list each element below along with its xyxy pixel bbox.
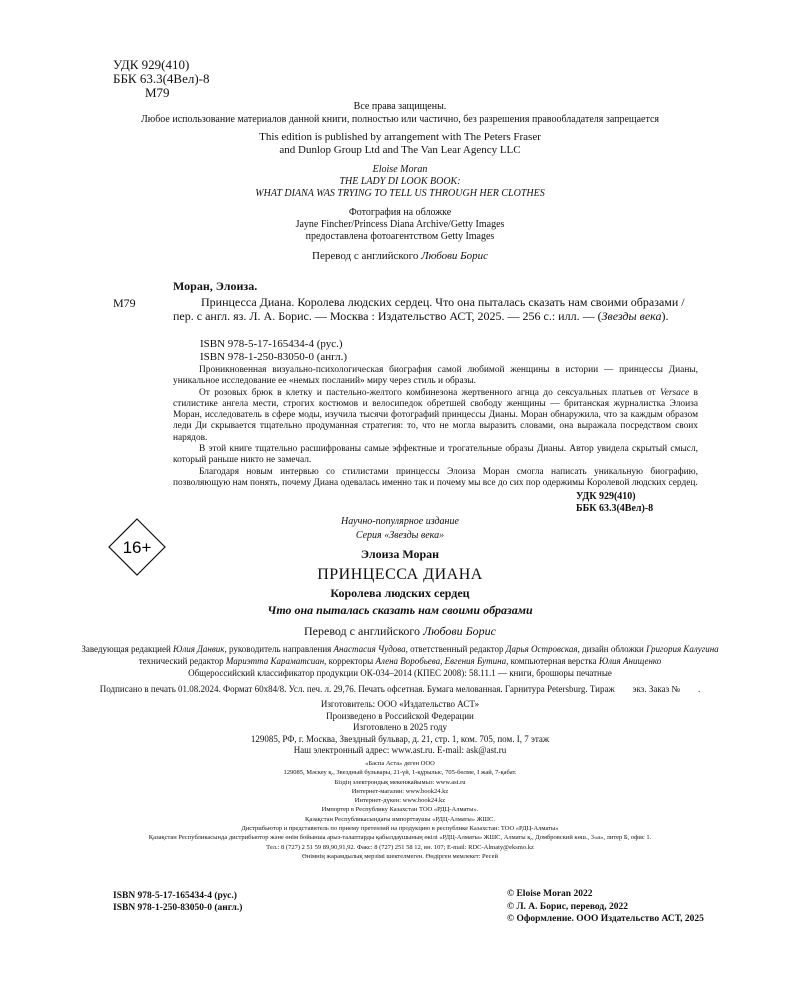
kz-line: «Баспа Аста» деген ООО <box>365 760 435 767</box>
copyright-line: © Л. А. Борис, перевод, 2022 <box>507 901 628 912</box>
staff-role: , ответственный редактор <box>405 644 506 654</box>
staff-role: , руководитель направления <box>224 644 334 654</box>
manufacturer-line: Произведено в Российской Федерации <box>326 710 474 721</box>
classification-right <box>576 491 653 515</box>
staff-role: Заведующая редакцией <box>81 644 174 654</box>
annotation-p4: Благодаря новым интервью со стилистами принцессы Элоиза Моран смогла написать уникальную биографию, позволяющую нам понять, почему Диана одевалась именно так и почему мы все до сих пор одержимы Королевой людских сердец. <box>173 466 698 488</box>
staff-name: Дарья Островская <box>505 644 578 654</box>
staff-role: технический редактор <box>138 656 226 666</box>
kz-line: Қазақстан Республикасындағы импорттаушы «РДЦ-Алматы» ЖШС. <box>305 815 495 823</box>
staff-name: Юлия Анищенко <box>598 656 662 666</box>
kz-line: Біздің электрондық мекенжайымыз: www.ast.ru <box>334 778 466 786</box>
kz-line: Интернет-дүкен: www.book24.kz <box>354 797 446 805</box>
staff-role: , корректоры <box>324 656 376 666</box>
card-code: М79 <box>113 296 136 310</box>
translation-credit-mid <box>200 624 600 639</box>
staff-line-1 <box>40 643 760 655</box>
staff-role: , компьютерная верстка <box>506 656 599 666</box>
card-isbn-en: ISBN 978-1-250-83050-0 (англ.) <box>200 351 348 363</box>
kz-line: Қазақстан Республикасында дистрибьютор және өнім бойынша арыз-талаптарды қабылдаушының өкілі «РДЦ-Алматы» ЖШС, Алматы қ., Домбровский көш., 3«а», литер Б, офис 1. <box>148 834 652 842</box>
card-series: Звезды века <box>601 309 662 323</box>
main-title: ПРИНЦЕССА ДИАНА <box>317 566 483 583</box>
kz-line: Дистрибьютор и представитель по приему претензий на продукцию в республике Казахстан: ТОО «РДЦ-Алматы» <box>241 825 559 833</box>
isbn-bottom-ru: ISBN 978-5-17-165434-4 (рус.) <box>113 891 237 901</box>
translation-prefix: Перевод с английского <box>312 250 422 262</box>
rights-notice <box>60 101 740 126</box>
staff-role: , дизайн обложки <box>577 644 647 654</box>
translation-mid-prefix: Перевод с английского <box>304 624 424 638</box>
staff-name: Мариэтта Караматсиан <box>225 656 325 666</box>
kz-line: Интернет-магазин: www.book24.kz <box>351 787 449 795</box>
staff-name: Григория Калугина <box>646 644 719 654</box>
photo-credit <box>200 207 600 243</box>
rights-line-1: Все права защищены. <box>353 101 447 112</box>
staff-name: Евгения Бутина <box>444 656 507 666</box>
classification-block <box>113 58 210 100</box>
kazakhstan-block <box>100 759 700 861</box>
copyright-line: © Оформление. ООО Издательство АСТ, 2025 <box>507 914 704 924</box>
photo-credit-line-2: Jayne Fincher/Princess Diana Archive/Getty Images <box>295 219 505 230</box>
annotation-p2 <box>173 388 698 444</box>
isbn-bottom <box>113 890 242 914</box>
manufacturer-line: Изготовитель: ООО «Издательство АСТ» <box>320 699 480 709</box>
subtitle-2: Что она пыталась сказать нам своими образами <box>267 603 533 617</box>
original-title-block <box>200 164 600 200</box>
manufacturer-line: Изготовлено в 2025 году <box>353 722 447 732</box>
staff-line-2 <box>40 655 760 667</box>
kz-line: Тел.: 8 (727) 2 51 59 89,90,91,92. Факс: 8 (727) 251 58 12, вн. 107; E-mail: RDC-Almaty@eksmo.kz <box>266 843 534 851</box>
staff-name: Анастасия Чудова <box>333 644 406 654</box>
annotation-p1: Проникновенная визуально-психологическая биография самой любимой женщины в истории — принцессы Дианы, уникальное исследование ее «немых посланий» миру через стиль и образы. <box>173 365 698 387</box>
card-desc-main: Принцесса Диана. Королева людских сердец. Что она пыталась сказать нам своими образами / пер. с англ. яз. Л. А. Борис. — Москва : Издательство АСТ, 2025. — 256 с.: илл. — ( <box>173 295 685 323</box>
kz-line: Өнімнің жарамдылық мерзімі шектелмеген. Өндірген мемлекет: Ресей <box>302 852 498 860</box>
annotation-p3: В этой книге тщательно расшифрованы самые эффектные и трогательные образы Дианы. Автор увидела скрытый смысл, который раньше никто не замечал. <box>173 444 698 466</box>
staff-role: , <box>440 656 445 666</box>
edition-line-2: and Dunlop Group Ltd and The Van Lear Agency LLC <box>279 144 521 156</box>
title-author: Элоиза Моран <box>360 547 440 561</box>
age-rating-badge <box>108 518 166 576</box>
annotation-brand: Versace <box>660 387 690 398</box>
annotation-p2-end: в стилистике ангела мести, строгих костюмов и велосипедок обретшей свободу женщины — британская журналистка Элоиза Моран, исследователь в сфере моды, изучила тысячи фотографий принцессы Дианы. Моран обнаружила, что за каждым образом леди Ди скрывается тщательно продуманная стратегия: то, что не могла выразить словами, она выражала посредством своих нарядов. <box>173 387 698 443</box>
staff-credits <box>40 643 760 667</box>
manufacturer-block <box>150 699 650 757</box>
okp-line: Общероссийский классификатор продукции ОК-034–2014 (КПЕС 2008): 58.11.1 — книги, брошюры печатные <box>188 668 612 678</box>
author-mark: М79 <box>145 85 170 100</box>
rights-line-2: Любое использование материалов данной книги, полностью или частично, без разрешения правообладателя запрещается <box>140 113 660 125</box>
translator-name: Любови Борис <box>421 250 488 262</box>
original-title-2: WHAT DIANA WAS TRYING TO TELL US THROUGH HER CLOTHES <box>255 188 545 199</box>
copyright-line: © Eloise Moran 2022 <box>507 889 593 899</box>
original-title-1: THE LADY DI LOOK BOOK: <box>339 176 461 187</box>
udk-code: УДК 929(410) <box>113 57 190 72</box>
card-description <box>173 295 698 323</box>
bbk-code: ББК 63.3(4Вел)-8 <box>113 71 210 86</box>
series-label: Серия «Звезды века» <box>355 530 445 541</box>
translation-credit-top <box>200 250 600 262</box>
photo-credit-line-3: предоставлена фотоагентством Getty Images <box>305 231 495 242</box>
bbk-right-code: ББК 63.3(4Вел)-8 <box>576 503 654 514</box>
subtitle-1: Королева людских сердец <box>330 586 470 600</box>
annotation <box>173 365 698 489</box>
udk-right-code: УДК 929(410) <box>576 491 636 502</box>
card-author: Моран, Элоиза. <box>173 279 258 293</box>
annotation-p2-start: От розовых брюк в клетку и пастельно-желтого комбинезона жертвенного агнца до сексуальных платьев от <box>199 387 661 398</box>
edition-notice <box>200 131 600 157</box>
card-desc-end: ). <box>661 309 669 323</box>
card-isbn <box>200 338 347 364</box>
copyright-block <box>507 888 704 926</box>
print-info: Подписано в печать 01.08.2024. Формат 60х84/8. Усл. печ. л. 29,76. Печать офсетная. Бумага мелованная. Гарнитура Petersburg. Тираж экз. Заказ № . <box>99 684 701 694</box>
isbn-bottom-en: ISBN 978-1-250-83050-0 (англ.) <box>113 903 243 913</box>
translation-mid-name: Любови Борис <box>423 624 496 638</box>
photo-credit-line-1: Фотография на обложке <box>348 207 452 218</box>
staff-name: Юлия Данвик <box>173 644 225 654</box>
original-author: Eloise Moran <box>372 164 428 175</box>
genre-label: Научно-популярное издание <box>341 516 459 527</box>
manufacturer-line: Наш электронный адрес: www.ast.ru. E-mail: ask@ast.ru <box>293 745 507 755</box>
card-isbn-ru: ISBN 978-5-17-165434-4 (рус.) <box>200 338 343 350</box>
edition-line-1: This edition is published by arrangement with The Peters Fraser <box>259 131 541 143</box>
manufacturer-line: 129085, РФ, г. Москва, Звездный бульвар, д. 21, стр. 1, ком. 705, пом. I, 7 этаж <box>250 733 550 744</box>
staff-name: Алена Воробьева <box>375 656 441 666</box>
kz-line: Импортер в Республику Казахстан ТОО «РДЦ-Алматы». <box>321 806 479 814</box>
genre-block <box>250 515 550 543</box>
kz-line: 129085, Мәскеу қ., Звездный бульвары, 21-үй, 1-құрылыс, 705-бөлме, I жай, 7-қабат. <box>283 769 517 777</box>
age-rating-text: 16+ <box>122 538 152 557</box>
